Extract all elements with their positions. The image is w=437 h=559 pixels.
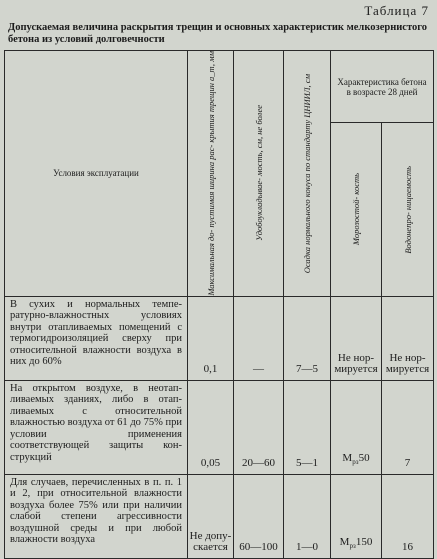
row-frost: $M_{рз}150$ [331, 474, 382, 558]
table-row [5, 296, 434, 380]
row-crack-width: 0,05 [188, 380, 234, 474]
row-settlement: 5—1 [284, 380, 331, 474]
header-settlement: Осадка нормального конуса по стандарту ЦНИИЛ, см [284, 51, 331, 297]
row-conditions: В сухих и нормальных темпе- ратурно-влажностных условиях внутри отапливаемых помещений с термогидроизоляцией сверху при относительной влажности воздуха в них до 60% [5, 296, 188, 380]
table-row [5, 380, 434, 474]
header-water: Водонепро- ницаемость [382, 123, 434, 296]
row-settlement: 1—0 [284, 474, 331, 558]
header-crack-width: Максимальная до- пустимая ширина рас- крытия трещин a_т, мм [188, 51, 234, 297]
header-group-28-days: Характеристика бетона в возрасте 28 дней [331, 51, 434, 123]
header-permeability: Удобоукладывае- мость, см, не более [234, 51, 284, 297]
row-water: 7 [382, 380, 434, 474]
row-conditions: Для случаев, перечисленных в п. п. 1 и 2, при относительной влажности воздуха более 75% или при наличии слабой степени агрессивности воздушной среды и при любой влажности воздуха [5, 474, 188, 558]
durability-table [4, 50, 434, 559]
row-crack-width: 0,1 [188, 296, 234, 380]
row-water: Не нор- мируется [382, 296, 434, 380]
row-permeability: 20—60 [234, 380, 284, 474]
row-conditions: На открытом воздухе, в неотап- ливаемых зданиях, либо в отап- ливаемых с относительной влажностью воздуха от 61 до 75% при условии применения соответствующей защиты кон- струкций [5, 380, 188, 474]
table-number: Таблица 7 [364, 3, 429, 18]
header-conditions: Условия эксплуатации [5, 51, 188, 297]
table-caption: Допускаемая величина раскрытия трещин и основных характеристик мелкозернистого бетона из условий долговечности [8, 22, 427, 45]
row-settlement: 7—5 [284, 296, 331, 380]
row-permeability: — [234, 296, 284, 380]
row-permeability: 60—100 [234, 474, 284, 558]
row-water: 16 [382, 474, 434, 558]
header-frost: Морозостой- кость [331, 123, 382, 296]
row-frost: Не нор- мируется [331, 296, 382, 380]
row-crack-width: Не допу- скается [188, 474, 234, 558]
table-row [5, 474, 434, 558]
row-frost: $M_{рз}50$ [331, 380, 382, 474]
